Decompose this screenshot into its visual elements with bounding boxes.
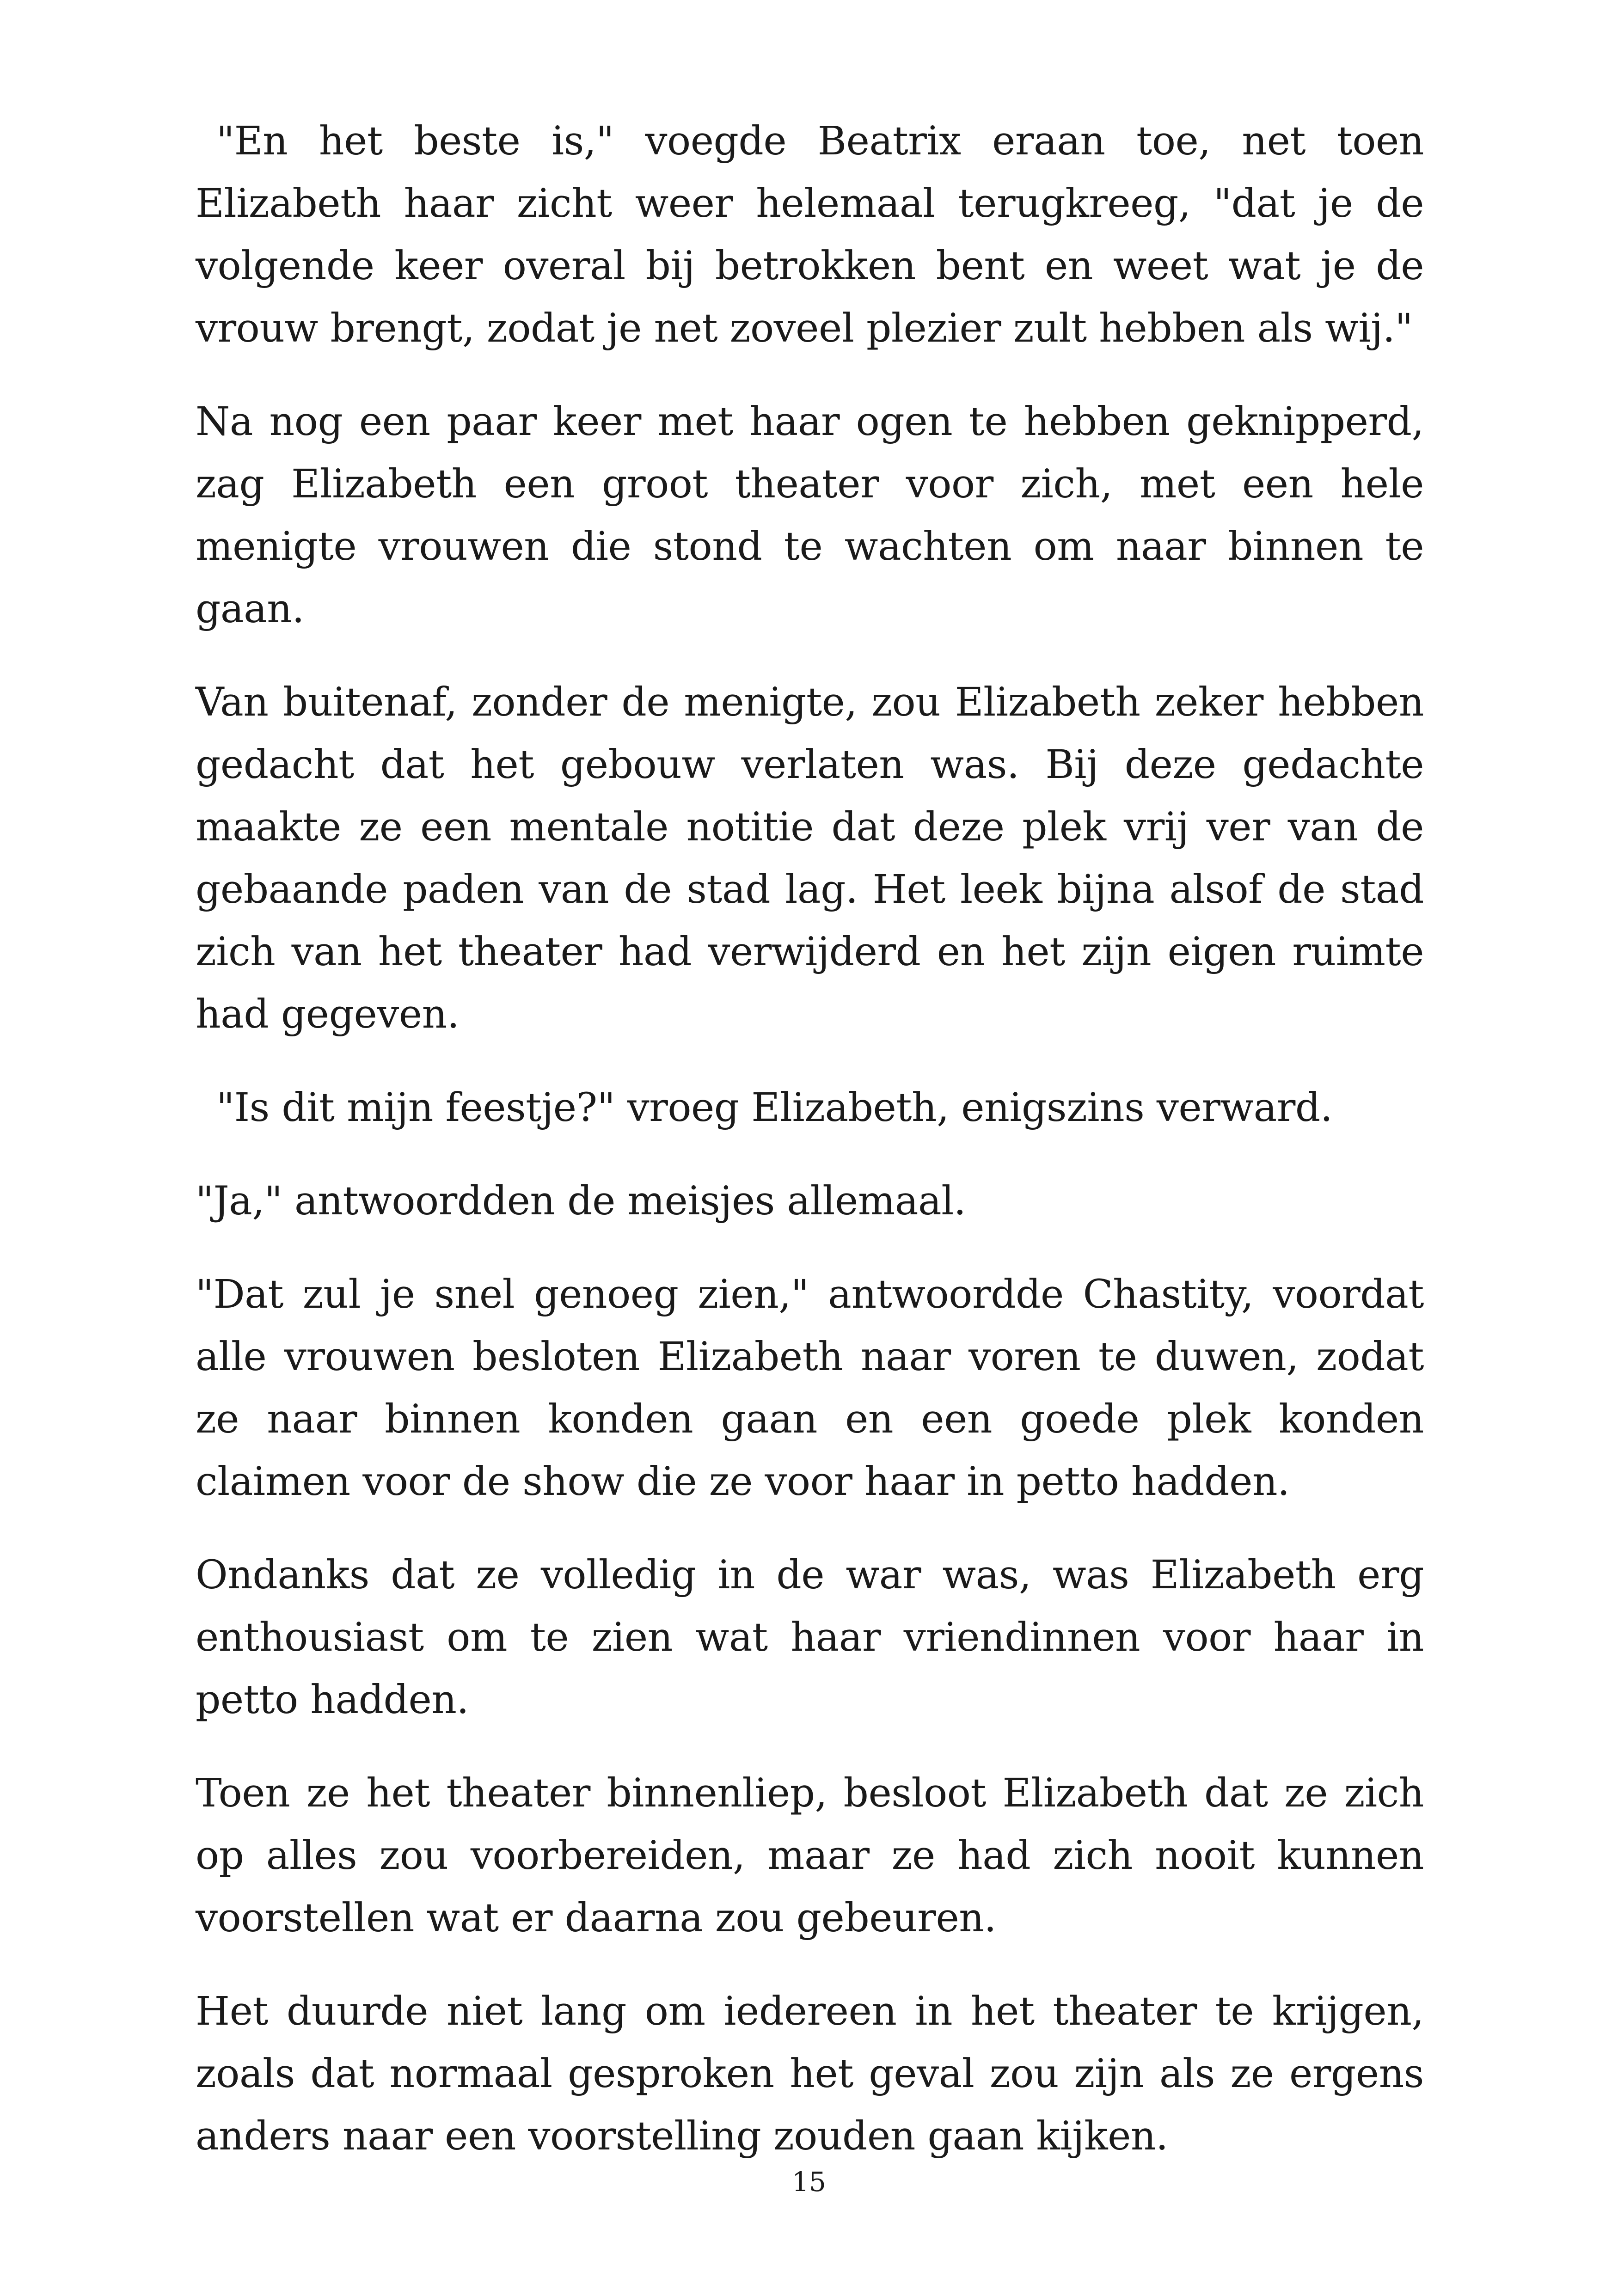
paragraph-8: Toen ze het theater binnenliep, besloot Elizabeth dat ze zich op alles zou voorbereiden, maar ze had zich nooit kunnen voorstellen wat er daarna zou gebeuren. <box>196 1770 1424 1941</box>
paragraph-9: Het duurde niet lang om iedereen in het theater te krijgen, zoals dat normaal gesproken het geval zou zijn als ze ergens anders naar een voorstelling zouden gaan kijken. <box>196 1989 1424 2159</box>
paragraph-7: Ondanks dat ze volledig in de war was, was Elizabeth erg enthousiast om te zien wat haar vriendinnen voor haar in petto hadden. <box>196 1552 1424 1723</box>
body-text <box>196 110 1424 2198</box>
paragraph-6: "Dat zul je snel genoeg zien," antwoordde Chastity, voordat alle vrouwen besloten Elizabeth naar voren te duwen, zodat ze naar binnen konden gaan en een goede plek konden claimen voor de show die ze voor haar in petto hadden. <box>196 1272 1424 1505</box>
paragraph-4: "Is dit mijn feestje?" vroeg Elizabeth, enigszins verward. <box>216 1085 1333 1131</box>
paragraph-3: Van buitenaf, zonder de menigte, zou Elizabeth zeker hebben gedacht dat het gebouw verlaten was. Bij deze gedachte maakte ze een mentale notitie dat deze plek vrij ver van de gebaande paden van de stad lag. Het leek bijna alsof de stad zich van het theater had verwijderd en het zijn eigen ruimte had gegeven. <box>196 680 1424 1037</box>
paragraph-5: "Ja," antwoordden de meisjes allemaal. <box>196 1178 966 1224</box>
paragraph-2: Na nog een paar keer met haar ogen te hebben geknipperd, zag Elizabeth een groot theater voor zich, met een hele menigte vrouwen die stond te wachten om naar binnen te gaan. <box>196 399 1424 632</box>
paragraph-1: "En het beste is," voegde Beatrix eraan toe, net toen Elizabeth haar zicht weer helemaal terugkreeg, "dat je de volgende keer overal bij betrokken bent en weet wat je de vrouw brengt, zodat je net zoveel plezier zult hebben als wij." <box>196 118 1424 351</box>
page-number: 15 <box>792 2166 826 2198</box>
